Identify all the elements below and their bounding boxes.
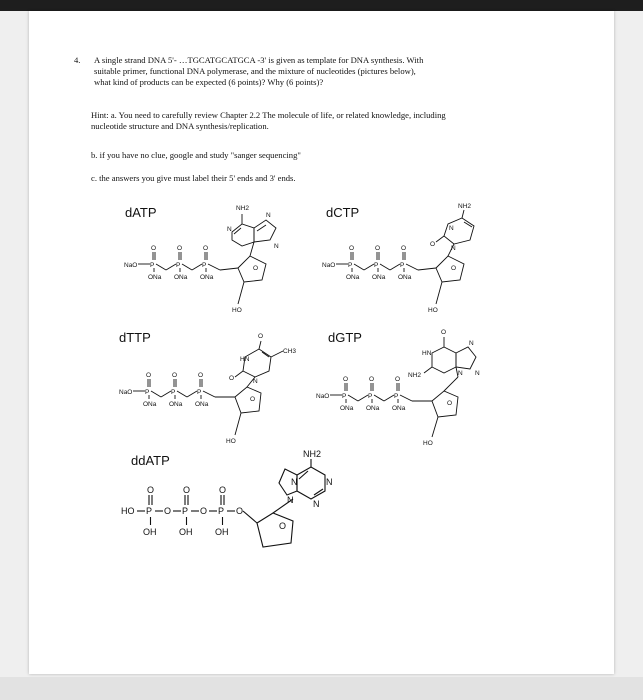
datp-n9: N xyxy=(274,243,279,250)
dgtp-ona1: ONa xyxy=(340,405,354,412)
dgtp-hn: HN xyxy=(422,350,432,357)
datp-p1: P xyxy=(150,262,155,269)
dttp-ona2: ONa xyxy=(169,401,183,408)
datp-o3: O xyxy=(203,245,209,252)
dttp-o2: O xyxy=(172,372,178,379)
dctp-p1: P xyxy=(348,262,353,269)
ddatp-label: ddATP xyxy=(131,453,170,468)
dctp-carbonyl-o: O xyxy=(430,241,436,248)
dgtp-p2: P xyxy=(368,393,373,400)
hint-c: c. the answers you give must label their 5' ends and 3' ends. xyxy=(91,173,296,183)
dctp-ona3: ONa xyxy=(398,274,412,281)
dttp-p1: P xyxy=(145,389,150,396)
datp-p3: P xyxy=(202,262,207,269)
datp-ona1: ONa xyxy=(148,274,162,281)
dttp-o3: O xyxy=(198,372,204,379)
dgtp-label: dGTP xyxy=(328,330,362,345)
datp-ring-o: O xyxy=(253,265,259,272)
dgtp-n9: N xyxy=(475,370,480,377)
dgtp-ring-o: O xyxy=(447,400,453,407)
ddatp-bridge-o3: O xyxy=(236,506,244,516)
dctp-ring-o: O xyxy=(451,265,457,272)
dgtp-n7: N xyxy=(469,340,474,347)
dttp-p3: P xyxy=(197,389,202,396)
ddatp-p1: P xyxy=(146,506,153,516)
dctp-ona2: ONa xyxy=(372,274,386,281)
dctp-o2: O xyxy=(375,245,381,252)
ddatp-p2: P xyxy=(182,506,189,516)
datp-nao: NaO xyxy=(124,262,138,269)
dgtp-p3: P xyxy=(394,393,399,400)
datp-ona3: ONa xyxy=(200,274,214,281)
dttp-hn: HN xyxy=(240,356,250,363)
datp-ona2: ONa xyxy=(174,274,188,281)
dgtp-ona3: ONa xyxy=(392,405,406,412)
ddatp-bridge-o1: O xyxy=(164,506,172,516)
dctp-n1: N xyxy=(451,245,456,252)
question-line-1: A single strand DNA 5'- …TGCATGCATGCA -3' is given as template for DNA synthesis. With xyxy=(94,55,424,65)
ddatp-amine: NH2 xyxy=(303,449,322,459)
dctp-n3: N xyxy=(449,225,454,232)
dctp-o3: O xyxy=(401,245,407,252)
ddatp-oh1: OH xyxy=(143,527,157,537)
ddatp-n7: N xyxy=(291,477,298,487)
ddatp-oh3: OH xyxy=(215,527,229,537)
dctp-structure xyxy=(318,200,498,325)
ddatp-structure xyxy=(115,449,375,570)
dgtp-carbonyl-o: O xyxy=(441,329,447,336)
dttp-nao: NaO xyxy=(119,389,133,396)
ddatp-n3: N xyxy=(313,499,320,509)
dgtp-amine: NH2 xyxy=(408,372,422,379)
question-number: 4. xyxy=(74,55,81,65)
dttp-label: dTTP xyxy=(119,330,151,345)
datp-ho: HO xyxy=(232,307,242,314)
dgtp-ona2: ONa xyxy=(366,405,380,412)
dctp-nao: NaO xyxy=(322,262,336,269)
dgtp-o2: O xyxy=(369,376,375,383)
ddatp-oh2: OH xyxy=(179,527,193,537)
dttp-structure xyxy=(115,325,295,450)
dttp-ring-o: O xyxy=(250,396,256,403)
dgtp-n3: N xyxy=(458,370,463,377)
dctp-amine: NH2 xyxy=(458,203,472,210)
dgtp-ho: HO xyxy=(423,440,433,447)
top-bar xyxy=(0,0,643,11)
ddatp-ho: HO xyxy=(121,506,135,516)
dttp-ona3: ONa xyxy=(195,401,209,408)
dttp-p2: P xyxy=(171,389,176,396)
dctp-label: dCTP xyxy=(326,205,360,220)
dttp-ho: HO xyxy=(226,438,236,445)
dgtp-o1: O xyxy=(343,376,349,383)
dctp-o1: O xyxy=(349,245,355,252)
dttp-ch3: CH3 xyxy=(283,348,297,355)
dgtp-nao: NaO xyxy=(316,393,330,400)
bottom-strip xyxy=(0,677,643,700)
ddatp-n1: N xyxy=(326,477,333,487)
dttp-n1: N xyxy=(253,378,258,385)
dgtp-p1: P xyxy=(342,393,347,400)
ddatp-o3: O xyxy=(219,485,227,495)
datp-structure xyxy=(120,200,300,325)
dttp-carbonyl-o-top: O xyxy=(258,333,264,340)
ddatp-bridge-o2: O xyxy=(200,506,208,516)
ddatp-n9: N xyxy=(287,495,294,505)
datp-p2: P xyxy=(176,262,181,269)
hint-a-line-2: nucleotide structure and DNA synthesis/replication. xyxy=(91,121,269,131)
datp-n7: N xyxy=(266,212,271,219)
datp-n1: N xyxy=(227,226,232,233)
datp-label: dATP xyxy=(125,205,157,220)
datp-amine: NH2 xyxy=(236,205,250,212)
dctp-p3: P xyxy=(400,262,405,269)
ddatp-o2: O xyxy=(183,485,191,495)
dctp-ho: HO xyxy=(428,307,438,314)
question-line-3: what kind of products can be expected (6 points)? Why (6 points)? xyxy=(94,77,324,87)
question-line-2: suitable primer, functional DNA polymerase, and the mixture of nucleotides (pictures below), xyxy=(94,66,416,76)
dgtp-structure xyxy=(312,325,492,450)
dttp-ona1: ONa xyxy=(143,401,157,408)
dctp-p2: P xyxy=(374,262,379,269)
datp-o1: O xyxy=(151,245,157,252)
dttp-carbonyl-o-side: O xyxy=(229,375,235,382)
hint-b: b. if you have no clue, google and study "sanger sequencing" xyxy=(91,150,301,160)
hint-a-line-1: Hint: a. You need to carefully review Chapter 2.2 The molecule of life, or related knowledge, including xyxy=(91,110,446,120)
dttp-o1: O xyxy=(146,372,152,379)
dgtp-o3: O xyxy=(395,376,401,383)
ddatp-ring-o: O xyxy=(279,521,287,531)
ddatp-p3: P xyxy=(218,506,225,516)
ddatp-o1: O xyxy=(147,485,155,495)
datp-o2: O xyxy=(177,245,183,252)
dctp-ona1: ONa xyxy=(346,274,360,281)
